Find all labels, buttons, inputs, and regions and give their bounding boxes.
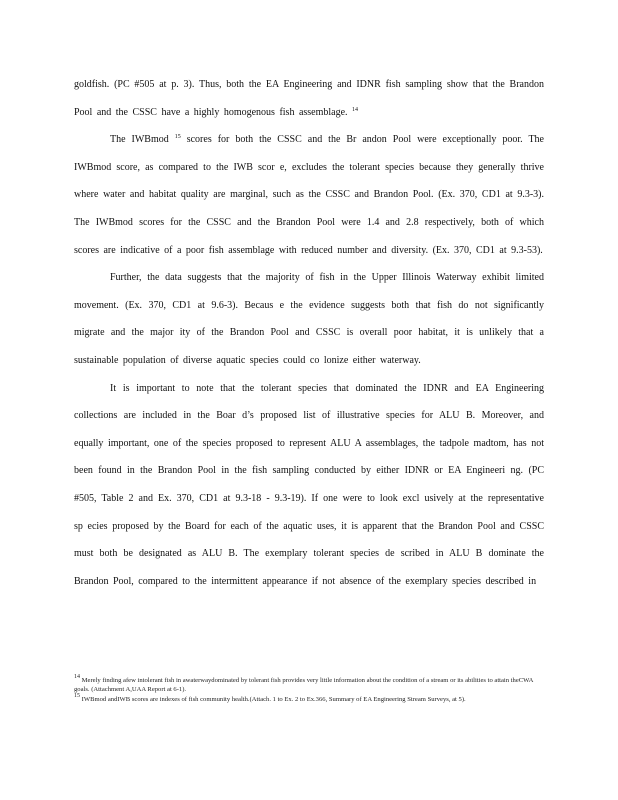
footnotes <box>74 676 544 704</box>
footnote-number: 14 <box>74 674 80 680</box>
footnote-15 <box>74 692 544 704</box>
paragraph-2-text-a: The IWBmod <box>110 134 169 146</box>
paragraph-2 <box>74 126 544 264</box>
footnote-text: IWBmod andIWB scores are indexes of fish community health.(Attach. 1 to Ex. 2 to Ex.366, Summary of EA Engineering Stream Surveys, at 5). <box>81 695 466 703</box>
paragraph-1-text: goldfish. (PC #505 at p. 3). Thus, both the EA Engineering and IDNR fish sampling show that the Brandon Pool and the CSSC have a highly homogenous fish assemblage. <box>74 79 544 118</box>
footnote-number: 15 <box>74 692 80 699</box>
footnote-text: Merely finding afew intolerant fish in awaterwaydominated by tolerant fish provides very little information about the condition of a stream or its abilities to attain theCWA goals. (Attachment A,UAA Report at 6-1). <box>74 677 534 694</box>
footnote-14 <box>74 676 544 695</box>
paragraph-1 <box>74 71 544 126</box>
body-text <box>74 71 544 595</box>
footnote-ref-15: 15 <box>174 134 181 141</box>
paragraph-2-text-b: scores for both the CSSC and the Br andon Pool were exceptionally poor. The IWBmod score, as compared to the IWB scor e, excludes the tolerant species because they generally thrive where water and habitat quality are marginal, such as the CSSC and Brandon Pool. (Ex. 370, CD1 at 9.3-3). The IWBmod scores for the CSSC and the Brandon Pool were 1.4 and 2.8 respectively, both of which scores are indicative of a poor fish assemblage with reduced number and diversity. (Ex. 370, CD1 at 9.3-53). <box>74 134 544 256</box>
paragraph-3: Further, the data suggests that the majority of fish in the Upper Illinois Waterway exhibit limited movement. (Ex. 370, CD1 at 9.6-3). Becaus e the evidence suggests both that fish do not significantly migrate and the major ity of the Brandon Pool and CSSC is overall poor habitat, it is unlikely that a sustainable population of diverse aquatic species could co lonize either waterway. <box>74 272 544 366</box>
footnote-ref-14: 14 <box>352 106 359 113</box>
paragraph-4: It is important to note that the tolerant species that dominated the IDNR and EA Engineering collections are included in the Boar d’s proposed list of illustrative species for ALU B. Moreover, and equally important, one of the species proposed to represent ALU A assemblages, the tadpole madtom, has not been found in the Brandon Pool in the fish sampling conducted by either IDNR or EA Engineeri ng. (PC #505, Table 2 and Ex. 370, CD1 at 9.3-18 - 9.3-19). If one were to look excl usively at the representative sp ecies proposed by the Board for each of the aquatic uses, it is apparent that the Brandon Pool and CSSC must both be designated as ALU B. The exemplary tolerant species de scribed in ALU B dominate the Brandon Pool, compared to the intermittent appearance if not absence of the exemplary species described in <box>74 382 544 587</box>
